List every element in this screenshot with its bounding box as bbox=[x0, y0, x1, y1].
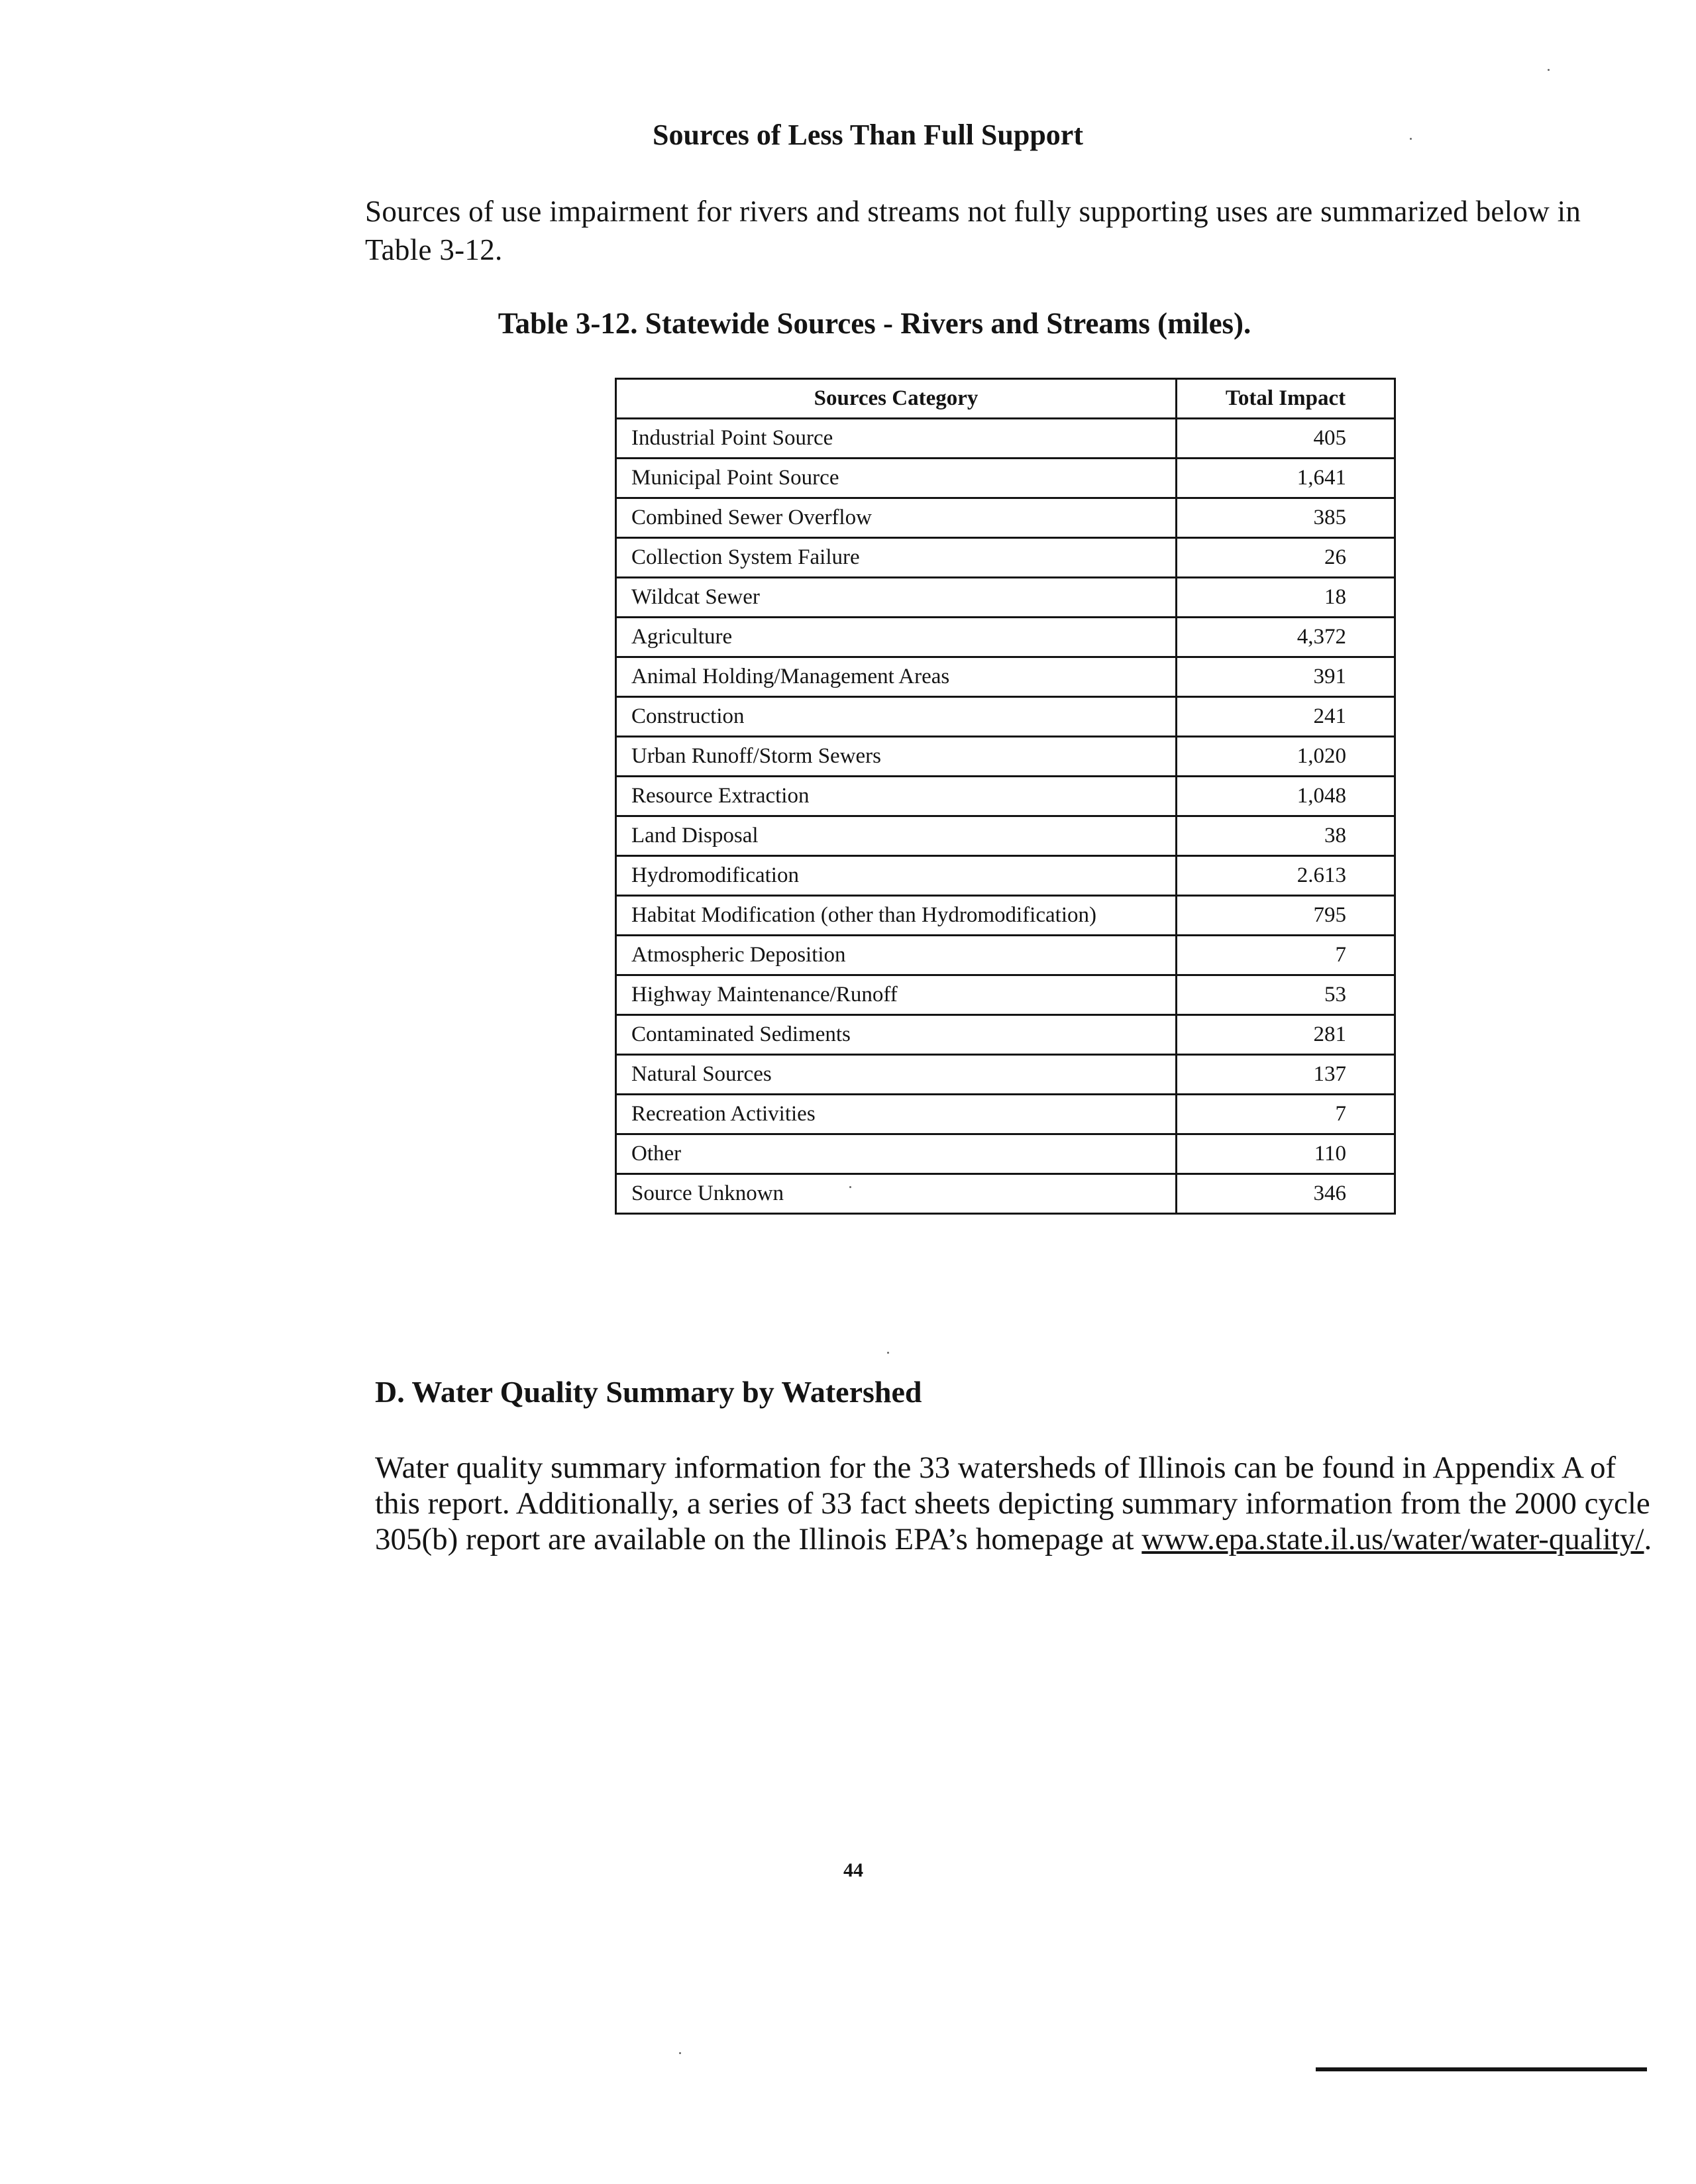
table-row bbox=[616, 816, 1395, 856]
table-row bbox=[616, 697, 1395, 737]
total-impact: 26 bbox=[1177, 538, 1395, 578]
table-row bbox=[616, 618, 1395, 657]
summary-text-end: . bbox=[1644, 1522, 1652, 1556]
scan-speck bbox=[1410, 138, 1412, 140]
source-category: Municipal Point Source bbox=[616, 459, 1177, 498]
total-impact: 391 bbox=[1177, 657, 1395, 697]
total-impact: 385 bbox=[1177, 498, 1395, 538]
source-category: Resource Extraction bbox=[616, 777, 1177, 816]
scan-speck bbox=[849, 1186, 851, 1188]
source-category: Atmospheric Deposition bbox=[616, 936, 1177, 975]
watershed-summary-heading: D. Water Quality Summary by Watershed bbox=[375, 1375, 922, 1409]
source-category: Other bbox=[616, 1134, 1177, 1174]
section-heading: Sources of Less Than Full Support bbox=[653, 119, 1083, 151]
header-sources-category: Sources Category bbox=[616, 379, 1177, 419]
table-row bbox=[616, 1015, 1395, 1055]
total-impact: 346 bbox=[1177, 1174, 1395, 1214]
source-category: Combined Sewer Overflow bbox=[616, 498, 1177, 538]
table-row bbox=[616, 498, 1395, 538]
table-row bbox=[616, 657, 1395, 697]
table-row bbox=[616, 459, 1395, 498]
page-number: 44 bbox=[843, 1859, 863, 1881]
source-category: Urban Runoff/Storm Sewers bbox=[616, 737, 1177, 777]
scan-speck bbox=[679, 2052, 681, 2054]
source-category: Wildcat Sewer bbox=[616, 578, 1177, 618]
table-row bbox=[616, 1174, 1395, 1214]
total-impact: 7 bbox=[1177, 1095, 1395, 1134]
total-impact: 2.613 bbox=[1177, 856, 1395, 896]
source-category: Source Unknown bbox=[616, 1174, 1177, 1214]
source-category: Hydromodification bbox=[616, 856, 1177, 896]
total-impact: 53 bbox=[1177, 975, 1395, 1015]
table-row bbox=[616, 936, 1395, 975]
table-row bbox=[616, 1055, 1395, 1095]
total-impact: 18 bbox=[1177, 578, 1395, 618]
intro-paragraph: Sources of use impairment for rivers and streams not fully supporting uses are summarized below in Table 3-12. bbox=[365, 195, 1581, 266]
source-category: Collection System Failure bbox=[616, 538, 1177, 578]
source-category: Animal Holding/Management Areas bbox=[616, 657, 1177, 697]
total-impact: 7 bbox=[1177, 936, 1395, 975]
table-row bbox=[616, 737, 1395, 777]
total-impact: 795 bbox=[1177, 896, 1395, 936]
source-category: Land Disposal bbox=[616, 816, 1177, 856]
summary-text: Water quality summary information for the 33 watersheds of Illinois can be found in Appendix A of this report. Additionally, a series of 33 fact sheets depicting summary information from the 2000 cycle 305(b) report are available on the Illinois EPA’s homepage at bbox=[375, 1450, 1650, 1556]
source-category: Construction bbox=[616, 697, 1177, 737]
table-row bbox=[616, 538, 1395, 578]
table-row bbox=[616, 856, 1395, 896]
total-impact: 1,020 bbox=[1177, 737, 1395, 777]
total-impact: 38 bbox=[1177, 816, 1395, 856]
total-impact: 1,048 bbox=[1177, 777, 1395, 816]
table-row bbox=[616, 896, 1395, 936]
table-row bbox=[616, 975, 1395, 1015]
scan-speck bbox=[887, 1352, 889, 1354]
total-impact: 241 bbox=[1177, 697, 1395, 737]
total-impact: 4,372 bbox=[1177, 618, 1395, 657]
source-category: Highway Maintenance/Runoff bbox=[616, 975, 1177, 1015]
source-category: Habitat Modification (other than Hydromodification) bbox=[616, 896, 1177, 936]
scan-speck bbox=[1548, 69, 1550, 71]
header-total-impact: Total Impact bbox=[1177, 379, 1395, 419]
table-row bbox=[616, 777, 1395, 816]
total-impact: 405 bbox=[1177, 419, 1395, 459]
total-impact: 110 bbox=[1177, 1134, 1395, 1174]
source-category: Natural Sources bbox=[616, 1055, 1177, 1095]
table-row bbox=[616, 1095, 1395, 1134]
source-category: Agriculture bbox=[616, 618, 1177, 657]
table-caption: Table 3-12. Statewide Sources - Rivers and Streams (miles). bbox=[498, 307, 1251, 340]
total-impact: 1,641 bbox=[1177, 459, 1395, 498]
source-category: Contaminated Sediments bbox=[616, 1015, 1177, 1055]
total-impact: 137 bbox=[1177, 1055, 1395, 1095]
source-category: Recreation Activities bbox=[616, 1095, 1177, 1134]
table-row bbox=[616, 578, 1395, 618]
source-category: Industrial Point Source bbox=[616, 419, 1177, 459]
sources-table bbox=[615, 378, 1396, 1215]
epa-homepage-link[interactable]: www.epa.state.il.us/water/water-quality/ bbox=[1141, 1522, 1644, 1556]
table-header-row bbox=[616, 379, 1395, 419]
table-row bbox=[616, 419, 1395, 459]
total-impact: 281 bbox=[1177, 1015, 1395, 1055]
watershed-summary-paragraph bbox=[375, 1450, 1654, 1557]
table-row bbox=[616, 1134, 1395, 1174]
footer-rule bbox=[1316, 2067, 1647, 2071]
